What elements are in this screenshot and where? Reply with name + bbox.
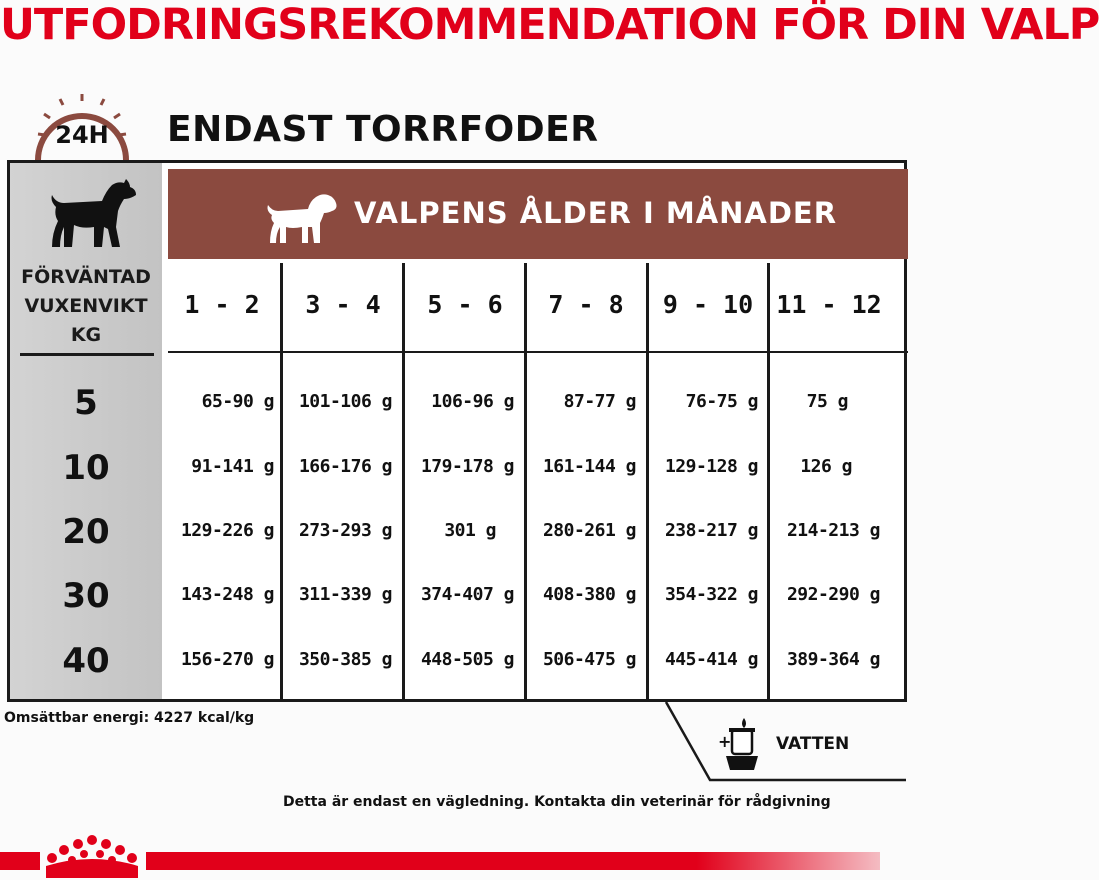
table-cell: 76-75 g — [685, 391, 758, 412]
table-cell: 280-261 g — [542, 520, 636, 541]
section-title: ENDAST TORRFODER — [167, 109, 599, 150]
weight-value: 5 — [74, 383, 98, 423]
table-cell: 87-77 g — [563, 391, 636, 412]
weight-header-line-3: KG — [70, 324, 102, 346]
table-cell: 143-248 g — [180, 584, 274, 605]
table-cell: 75 g — [806, 391, 848, 412]
table-cell: 408-380 g — [542, 584, 636, 605]
table-cell: 389-364 g — [786, 649, 880, 670]
column-divider — [402, 263, 405, 699]
page-headline: UTFODRINGSREKOMMENDATION FÖR DIN VALP — [0, 0, 1099, 50]
table-cell: 91-141 g — [191, 456, 274, 477]
age-header-label: VALPENS ÅLDER I MÅNADER — [354, 196, 838, 230]
weight-value: 20 — [62, 512, 110, 552]
column-divider — [280, 263, 283, 699]
energy-note: Omsättbar energi: 4227 kcal/kg — [4, 710, 255, 726]
feeding-table — [7, 160, 907, 702]
table-cell: 65-90 g — [201, 391, 274, 412]
table-cell: 311-339 g — [298, 584, 392, 605]
table-cell: 445-414 g — [664, 649, 758, 670]
weight-value: 10 — [62, 448, 110, 488]
table-cell: 156-270 g — [180, 649, 274, 670]
age-column-header: 3 - 4 — [305, 290, 381, 319]
column-divider — [524, 263, 527, 699]
table-cell: 106-96 g — [431, 391, 514, 412]
age-column-header: 9 - 10 — [662, 290, 754, 319]
table-cell: 350-385 g — [298, 649, 392, 670]
table-cell: 101-106 g — [298, 391, 392, 412]
weight-value: 40 — [62, 641, 110, 681]
clock-24h-icon — [30, 88, 134, 162]
table-cell: 374-407 g — [420, 584, 514, 605]
water-plus: + — [718, 732, 732, 751]
table-cell: 179-178 g — [420, 456, 514, 477]
adult-dog-icon — [46, 177, 138, 251]
table-cell: 506-475 g — [542, 649, 636, 670]
table-cell: 301 g — [444, 520, 496, 541]
footer-stripe — [146, 852, 880, 870]
water-bowl-icon — [712, 714, 770, 774]
table-cell: 448-505 g — [420, 649, 514, 670]
crown-logo-icon — [40, 834, 144, 880]
water-label: VATTEN — [776, 734, 850, 754]
column-divider — [767, 263, 770, 699]
footer-stripe-left — [0, 852, 40, 870]
weight-column — [10, 163, 162, 699]
expected-weight-header — [10, 263, 162, 350]
table-cell: 161-144 g — [542, 456, 636, 477]
puppy-icon — [264, 189, 340, 247]
disclaimer-text: Detta är endast en vägledning. Kontakta din veterinär för rådgivning — [283, 794, 831, 810]
age-column-header: 11 - 12 — [776, 290, 882, 319]
weight-header-rule — [20, 353, 154, 356]
table-cell: 354-322 g — [664, 584, 758, 605]
clock-label: 24H — [55, 121, 109, 149]
weight-value: 30 — [62, 576, 110, 616]
table-cell: 126 g — [800, 456, 852, 477]
weight-header-line-2: VUXENVIKT — [24, 295, 148, 317]
age-header-rule — [168, 351, 908, 353]
age-column-header: 5 - 6 — [427, 290, 503, 319]
table-cell: 238-217 g — [664, 520, 758, 541]
table-cell: 292-290 g — [786, 584, 880, 605]
table-cell: 129-128 g — [664, 456, 758, 477]
table-cell: 129-226 g — [180, 520, 274, 541]
weight-header-line-1: FÖRVÄNTAD — [21, 266, 151, 288]
age-header-band — [168, 169, 908, 259]
table-cell: 166-176 g — [298, 456, 392, 477]
column-divider — [646, 263, 649, 699]
table-cell: 214-213 g — [786, 520, 880, 541]
table-cell: 273-293 g — [298, 520, 392, 541]
age-column-header: 1 - 2 — [184, 290, 260, 319]
age-column-header: 7 - 8 — [548, 290, 624, 319]
